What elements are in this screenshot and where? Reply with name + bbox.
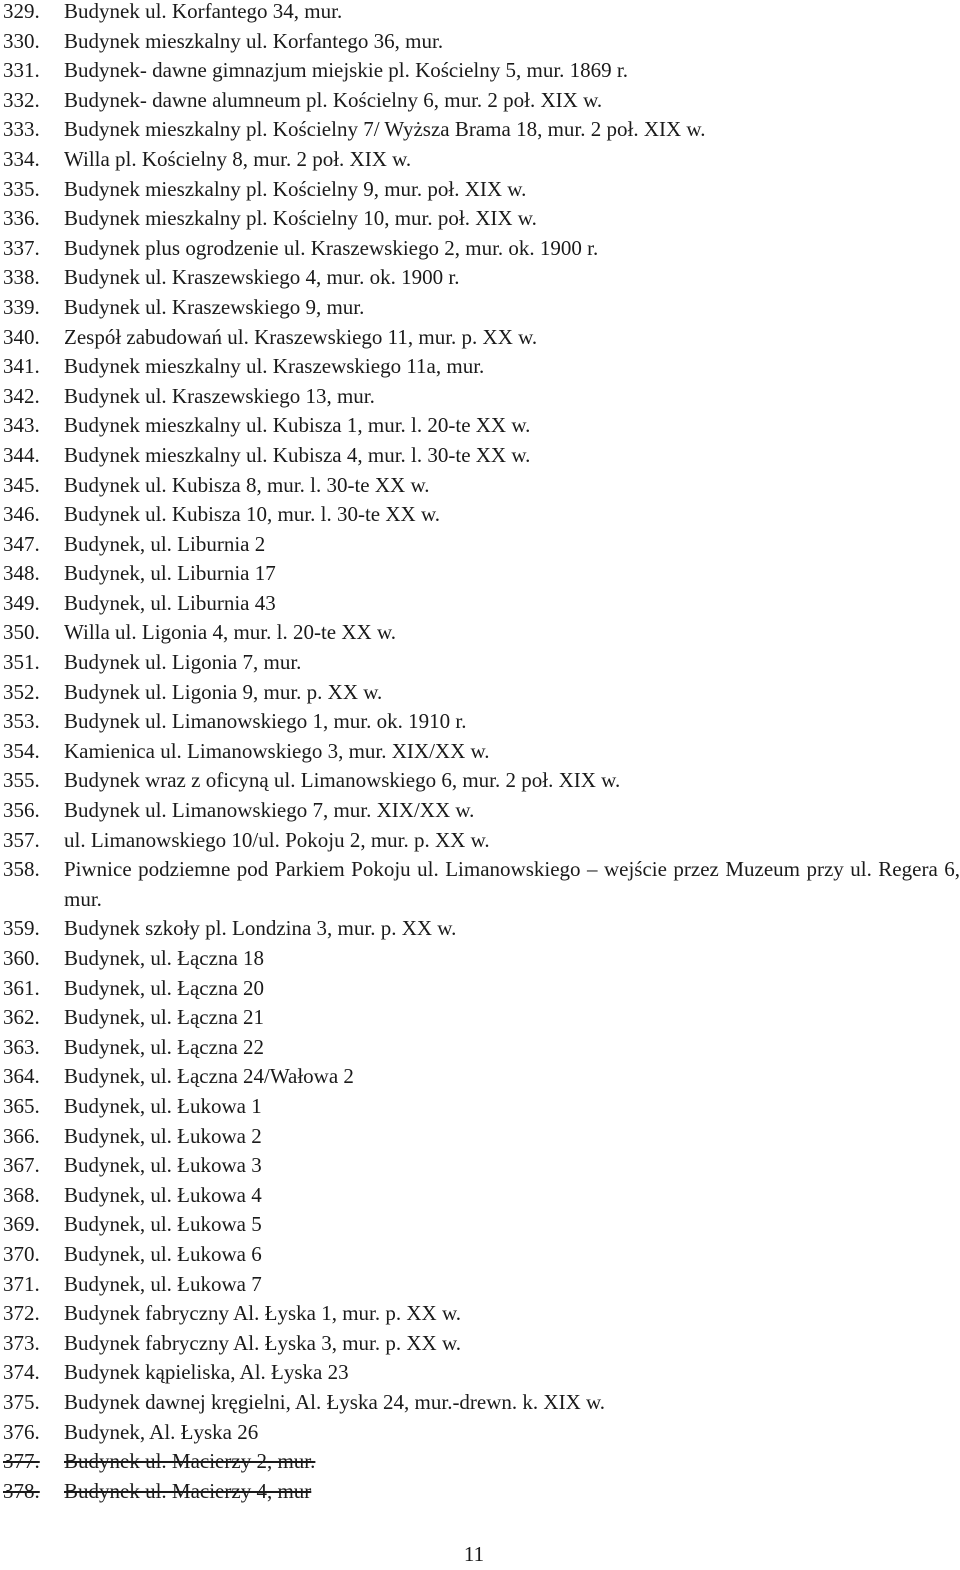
list-item xyxy=(0,27,960,57)
list-item xyxy=(0,1151,960,1181)
entry-text: Budynek, Al. Łyska 26 xyxy=(64,1419,259,1444)
entry-number: 375. xyxy=(3,1389,40,1414)
entry-number: 339. xyxy=(3,294,40,319)
list-item xyxy=(0,1358,960,1388)
list-item xyxy=(0,1270,960,1300)
list-item xyxy=(0,1418,960,1448)
entry-text: Budynek fabryczny Al. Łyska 3, mur. p. XX w. xyxy=(64,1330,461,1355)
entry-text: Budynek ul. Kubisza 10, mur. l. 30-te XX w. xyxy=(64,502,441,527)
entry-number: 353. xyxy=(3,709,40,734)
entry-text: Budynek, ul. Łączna 21 xyxy=(64,1005,265,1030)
list-item xyxy=(0,914,960,944)
entry-number: 360. xyxy=(3,946,40,970)
entry-text: Budynek, ul. Łukowa 4 xyxy=(64,1182,262,1207)
entry-text: Budynek, ul. Łączna 22 xyxy=(64,1034,265,1059)
entry-number: 363. xyxy=(3,1034,40,1059)
list-item xyxy=(0,175,960,205)
entry-number: 330. xyxy=(3,28,40,53)
list-item xyxy=(0,234,960,264)
entry-number: 331. xyxy=(3,58,40,83)
list-item xyxy=(0,411,960,441)
list-item xyxy=(0,204,960,234)
page-number: 11 xyxy=(463,1542,485,1566)
entry-text: Budynek mieszkalny ul. Kraszewskiego 11a, mur. xyxy=(64,354,485,379)
entry-text: ul. Limanowskiego 10/ul. Pokoju 2, mur. p. XX w. xyxy=(64,827,490,852)
list-item xyxy=(0,678,960,708)
list-item xyxy=(0,559,960,589)
entry-number: 343. xyxy=(3,413,40,438)
list-item xyxy=(0,0,960,27)
entry-text: Budynek mieszkalny ul. Kubisza 1, mur. l. 20-te XX w. xyxy=(64,413,531,438)
entry-number: 349. xyxy=(3,590,40,615)
list-item xyxy=(0,1181,960,1211)
entry-number: 362. xyxy=(3,1005,40,1030)
list-item xyxy=(0,944,960,974)
entry-number: 341. xyxy=(3,354,40,379)
entry-text: Budynek, ul. Łukowa 6 xyxy=(64,1241,262,1266)
entry-text: Budynek ul. Kraszewskiego 13, mur. xyxy=(64,383,375,408)
entry-text: Budynek ul. Macierzy 4, mur xyxy=(64,1478,312,1503)
entry-number: 372. xyxy=(3,1301,40,1326)
entry-text: Budynek fabryczny Al. Łyska 1, mur. p. XX w. xyxy=(64,1301,461,1326)
entry-number: 371. xyxy=(3,1271,40,1296)
entry-text: Budynek, ul. Łukowa 2 xyxy=(64,1123,262,1148)
entry-text: Budynek ul. Kraszewskiego 9, mur. xyxy=(64,294,365,319)
entry-number: 342. xyxy=(3,383,40,408)
entry-number: 334. xyxy=(3,146,40,171)
entry-number: 364. xyxy=(3,1064,40,1089)
entry-text: Zespół zabudowań ul. Kraszewskiego 11, mur. p. XX w. xyxy=(64,324,538,349)
entry-number: 335. xyxy=(3,176,40,201)
entry-text: Budynek ul. Limanowskiego 1, mur. ok. 1910 r. xyxy=(64,709,467,734)
list-item xyxy=(0,1033,960,1063)
entry-number: 350. xyxy=(3,620,40,645)
entry-number: 370. xyxy=(3,1241,40,1266)
entry-text: Piwnice podziemne pod Parkiem Pokoju ul. Limanowskiego – wejście przez Muzeum przy ul. Regera 6, mur. xyxy=(64,857,960,911)
entry-number: 336. xyxy=(3,206,40,231)
list-item xyxy=(0,707,960,737)
entry-number: 351. xyxy=(3,650,40,675)
entry-number: 337. xyxy=(3,235,40,260)
entry-number: 358. xyxy=(3,857,40,882)
entry-number: 355. xyxy=(3,768,40,793)
list-item xyxy=(0,855,960,914)
entry-number: 359. xyxy=(3,916,40,941)
entry-text: Budynek dawnej kręgielni, Al. Łyska 24, mur.-drewn. k. XIX w. xyxy=(64,1389,606,1414)
entry-text: Budynek mieszkalny pl. Kościelny 10, mur. poł. XIX w. xyxy=(64,206,537,231)
list-item xyxy=(0,1240,960,1270)
entry-text: Budynek, ul. Łukowa 1 xyxy=(64,1093,262,1118)
entry-text: Budynek mieszkalny ul. Kubisza 4, mur. l. 30-te XX w. xyxy=(64,442,531,467)
entry-text: Budynek, ul. Liburnia 43 xyxy=(64,590,276,615)
entry-number: 354. xyxy=(3,738,40,763)
entry-number: 345. xyxy=(3,472,40,497)
list-item xyxy=(0,56,960,86)
list-item xyxy=(0,352,960,382)
entry-number: 346. xyxy=(3,502,40,527)
entry-text: Kamienica ul. Limanowskiego 3, mur. XIX/XX w. xyxy=(64,738,490,763)
list-item xyxy=(0,1329,960,1359)
list-item xyxy=(0,1122,960,1152)
list-item xyxy=(0,1388,960,1418)
list-item xyxy=(0,1447,960,1477)
list-item xyxy=(0,145,960,175)
list-item xyxy=(0,441,960,471)
entry-text: Budynek ul. Korfantego 34, mur. xyxy=(64,0,343,23)
entry-text: Budynek wraz z oficyną ul. Limanowskiego 6, mur. 2 poł. XIX w. xyxy=(64,768,621,793)
entry-text: Budynek, ul. Łączna 20 xyxy=(64,975,265,1000)
entry-text: Budynek mieszkalny pl. Kościelny 7/ Wyższa Brama 18, mur. 2 poł. XIX w. xyxy=(64,117,706,142)
entry-text: Budynek ul. Ligonia 7, mur. xyxy=(64,650,302,675)
entry-text: Budynek, ul. Łukowa 7 xyxy=(64,1271,262,1296)
list-item xyxy=(0,737,960,767)
entry-number: 329. xyxy=(3,0,40,23)
entry-number: 377. xyxy=(3,1449,40,1474)
entry-number: 356. xyxy=(3,798,40,823)
entry-number: 369. xyxy=(3,1212,40,1237)
entry-number: 347. xyxy=(3,531,40,556)
list-item xyxy=(0,86,960,116)
entry-text: Budynek ul. Ligonia 9, mur. p. XX w. xyxy=(64,679,383,704)
entry-number: 348. xyxy=(3,561,40,586)
list-item xyxy=(0,382,960,412)
entry-text: Willa pl. Kościelny 8, mur. 2 poł. XIX w. xyxy=(64,146,412,171)
entry-number: 365. xyxy=(3,1093,40,1118)
entry-text: Budynek, ul. Łukowa 3 xyxy=(64,1153,262,1178)
list-item xyxy=(0,1062,960,1092)
list-item xyxy=(0,1477,960,1507)
entry-text: Budynek ul. Kubisza 8, mur. l. 30-te XX w. xyxy=(64,472,430,497)
entry-text: Budynek mieszkalny pl. Kościelny 9, mur. poł. XIX w. xyxy=(64,176,527,201)
entry-number: 352. xyxy=(3,679,40,704)
entry-text: Budynek kąpieliska, Al. Łyska 23 xyxy=(64,1360,349,1385)
entry-number: 374. xyxy=(3,1360,40,1385)
entry-text: Budynek, ul. Liburnia 2 xyxy=(64,531,266,556)
entry-number: 361. xyxy=(3,975,40,1000)
entry-number: 366. xyxy=(3,1123,40,1148)
entry-number: 333. xyxy=(3,117,40,142)
entry-number: 368. xyxy=(3,1182,40,1207)
entry-number: 376. xyxy=(3,1419,40,1444)
list-item xyxy=(0,1092,960,1122)
list-item xyxy=(0,115,960,145)
list-item xyxy=(0,589,960,619)
list-item xyxy=(0,648,960,678)
entry-number: 357. xyxy=(3,827,40,852)
entry-text: Budynek, ul. Liburnia 17 xyxy=(64,561,276,586)
entry-number: 332. xyxy=(3,87,40,112)
entry-text: Budynek szkoły pl. Londzina 3, mur. p. XX w. xyxy=(64,916,457,941)
entry-text: Budynek ul. Limanowskiego 7, mur. XIX/XX w. xyxy=(64,798,475,823)
list-item xyxy=(0,263,960,293)
list-item xyxy=(0,974,960,1004)
entry-number: 344. xyxy=(3,442,40,467)
entry-text: Budynek ul. Kraszewskiego 4, mur. ok. 1900 r. xyxy=(64,265,460,290)
list-item xyxy=(0,500,960,530)
list-item xyxy=(0,1210,960,1240)
entry-text: Budynek ul. Macierzy 2, mur. xyxy=(64,1449,316,1474)
list-item xyxy=(0,618,960,648)
entry-text: Budynek mieszkalny ul. Korfantego 36, mur. xyxy=(64,28,444,53)
entry-number: 378. xyxy=(3,1478,40,1503)
entry-number: 340. xyxy=(3,324,40,349)
list-item xyxy=(0,1299,960,1329)
list-item xyxy=(0,323,960,353)
entry-text: Budynek plus ogrodzenie ul. Kraszewskiego 2, mur. ok. 1900 r. xyxy=(64,235,599,260)
entry-number: 367. xyxy=(3,1153,40,1178)
list-item xyxy=(0,766,960,796)
list-item xyxy=(0,1003,960,1033)
entry-text: Budynek, ul. Łączna 18 xyxy=(64,946,265,970)
list-item xyxy=(0,796,960,826)
list-item xyxy=(0,530,960,560)
list-item xyxy=(0,293,960,323)
list-item xyxy=(0,471,960,501)
entry-number: 373. xyxy=(3,1330,40,1355)
entry-number: 338. xyxy=(3,265,40,290)
list-item xyxy=(0,826,960,856)
entry-text: Budynek, ul. Łączna 24/Wałowa 2 xyxy=(64,1064,354,1089)
entry-text: Budynek, ul. Łukowa 5 xyxy=(64,1212,262,1237)
entry-text: Budynek- dawne alumneum pl. Kościelny 6, mur. 2 poł. XIX w. xyxy=(64,87,603,112)
entry-text: Willa ul. Ligonia 4, mur. l. 20-te XX w. xyxy=(64,620,396,645)
entry-text: Budynek- dawne gimnazjum miejskie pl. Kościelny 5, mur. 1869 r. xyxy=(64,58,628,83)
